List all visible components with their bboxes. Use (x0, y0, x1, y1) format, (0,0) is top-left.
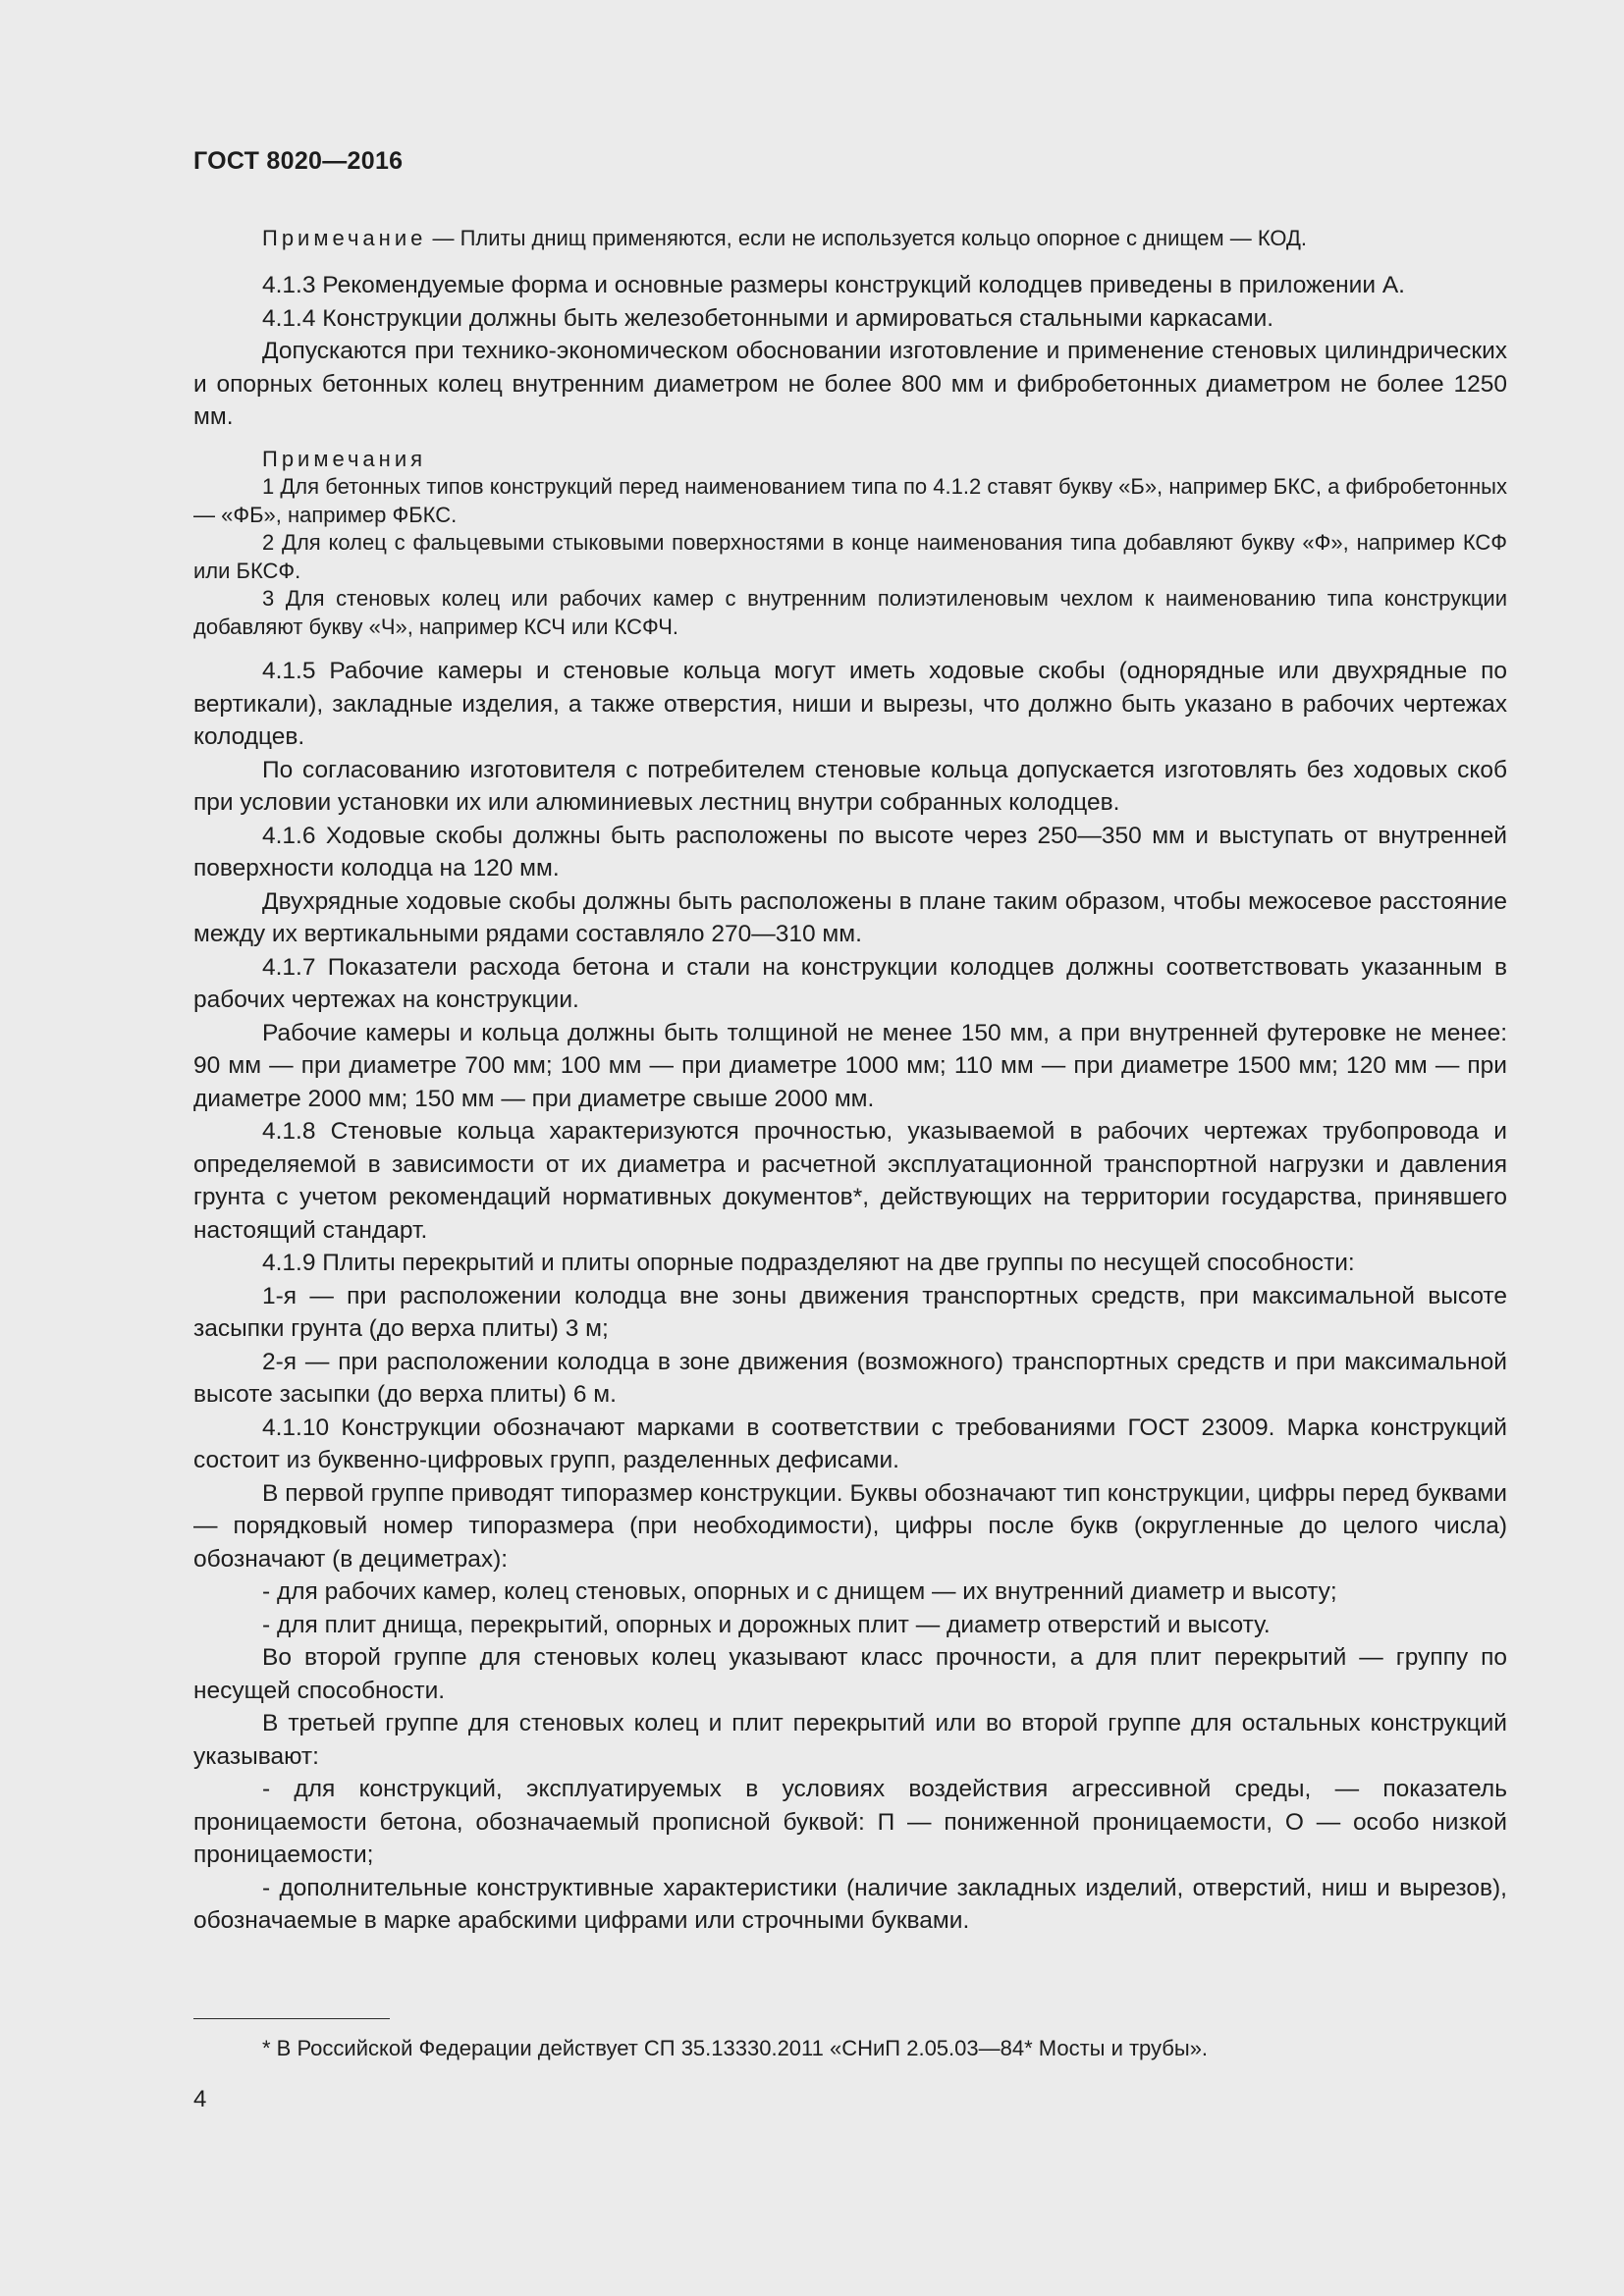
note-top-label: Примечание (262, 226, 427, 250)
paragraph-4-1-3: 4.1.3 Рекомендуемые форма и основные размеры конструкций колодцев приведены в приложении А. (262, 272, 1405, 298)
paragraph-4-1-6: 4.1.6 Ходовые скобы должны быть расположены по высоте через 250—350 мм и выступать от внутренней поверхности колодца на 120 мм. (193, 822, 1507, 881)
document-header: ГОСТ 8020—2016 (193, 147, 404, 175)
paragraph-4-1-4-allowance: Допускаются при технико-экономическом обосновании изготовление и применение стеновых цилиндрических и опорных бетонных колец внутренним диаметром не более 800 мм и фибробетонных диаметром не более 1250 мм. (193, 338, 1507, 430)
paragraph-4-1-10: 4.1.10 Конструкции обозначают марками в соответствии с требованиями ГОСТ 23009. Марка конструкций состоит из буквенно-цифровых групп, разделенных дефисами. (193, 1414, 1507, 1473)
paragraph-4-1-9-group-2: 2-я — при расположении колодца в зоне движения (возможного) транспортных средств и при максимальной высоте засыпки (до верха плиты) 6 м. (193, 1348, 1507, 1408)
list-item-chambers: - для рабочих камер, колец стеновых, опорных и с днищем — их внутренний диаметр и высоту; (262, 1578, 1337, 1605)
paragraph-third-group: В третьей группе для стеновых колец и плит перекрытий или во второй группе для остальных конструкций указывают: (193, 1710, 1507, 1770)
paragraph-4-1-8: 4.1.8 Стеновые кольца характеризуются прочностью, указываемой в рабочих чертежах трубопровода и определяемой в зависимости от их диаметра и расчетной эксплуатационной транспортной нагрузки и давления грунта с учетом рекомендаций нормативных документов*, действующих на территории государства, принявшего настоящий стандарт. (193, 1118, 1507, 1244)
paragraph-4-1-7-thickness: Рабочие камеры и кольца должны быть толщиной не менее 150 мм, а при внутренней футеровке не менее: 90 мм — при диаметре 700 мм; 100 мм — при диаметре 1000 мм; 110 мм — при диаметре 1500 мм; 120 мм — при диаметре 2000 мм; 150 мм — при диаметре свыше 2000 мм. (193, 1019, 1507, 1112)
footnote-divider (193, 2018, 390, 2019)
list-item-plates: - для плит днища, перекрытий, опорных и дорожных плит — диаметр отверстий и высоту. (262, 1611, 1271, 1638)
paragraph-second-group: Во второй группе для стеновых колец указывают класс прочности, а для плит перекрытий — группу по несущей способности. (193, 1644, 1507, 1704)
note-item-1: 1 Для бетонных типов конструкций перед наименованием типа по 4.1.2 ставят букву «Б», например БКС, а фибробетонных — «ФБ», например ФБКС. (193, 474, 1507, 527)
list-item-aggressive-environment: - для конструкций, эксплуатируемых в условиях воздействия агрессивной среды, — показатель проницаемости бетона, обозначаемый прописной буквой: П — пониженной проницаемости, О — особо низкой проницаемости; (193, 1776, 1507, 1868)
note-top-text: — Плиты днищ применяются, если не используется кольцо опорное с днищем — КОД. (426, 226, 1308, 250)
notes-label: Примечания (262, 446, 427, 471)
note-top (193, 224, 1507, 253)
document-body (193, 224, 1507, 1938)
paragraph-4-1-5: 4.1.5 Рабочие камеры и стеновые кольца могут иметь ходовые скобы (однорядные или двухрядные по вертикали), закладные изделия, а также отверстия, ниши и вырезы, что должно быть указано в рабочих чертежах колодцев. (193, 658, 1507, 750)
paragraph-4-1-9-group-1: 1-я — при расположении колодца вне зоны движения транспортных средств, при максимальной высоте засыпки грунта (до верха плиты) 3 м; (193, 1282, 1507, 1342)
list-item-additional-characteristics: - дополнительные конструктивные характеристики (наличие закладных изделий, отверстий, ниш и вырезов), обозначаемые в марке арабскими цифрами или строчными буквами. (193, 1874, 1507, 1934)
paragraph-4-1-7: 4.1.7 Показатели расхода бетона и стали на конструкции колодцев должны соответствовать указанным в рабочих чертежах на конструкции. (193, 953, 1507, 1013)
page-number: 4 (193, 2086, 207, 2112)
notes-block (193, 446, 1507, 642)
paragraph-first-group: В первой группе приводят типоразмер конструкции. Буквы обозначают тип конструкции, цифры перед буквами — порядковый номер типоразмера (при необходимости), цифры после букв (округленные до целого числа) обозначают (в дециметрах): (193, 1479, 1507, 1573)
footnote: * В Российской Федерации действует СП 35.13330.2011 «СНиП 2.05.03—84* Мосты и трубы». (262, 2036, 1209, 2060)
paragraph-4-1-4: 4.1.4 Конструкции должны быть железобетонными и армироваться стальными каркасами. (262, 304, 1274, 332)
paragraph-4-1-6-double-row: Двухрядные ходовые скобы должны быть расположены в плане таким образом, чтобы межосевое расстояние между их вертикальными рядами составляло 270—310 мм. (193, 887, 1507, 947)
paragraph-4-1-5-agreement: По согласованию изготовителя с потребителем стеновые кольца допускается изготовлять без ходовых скоб при условии установки их или алюминиевых лестниц внутри собранных колодцев. (193, 756, 1507, 816)
note-item-2: 2 Для колец с фальцевыми стыковыми поверхностями в конце наименования типа добавляют букву «Ф», например КСФ или БКСФ. (193, 530, 1507, 583)
paragraph-4-1-9: 4.1.9 Плиты перекрытий и плиты опорные подразделяют на две группы по несущей способности: (262, 1250, 1355, 1276)
note-item-3: 3 Для стеновых колец или рабочих камер с внутренним полиэтиленовым чехлом к наименованию типа конструкции добавляют букву «Ч», например КСЧ или КСФЧ. (193, 586, 1507, 639)
